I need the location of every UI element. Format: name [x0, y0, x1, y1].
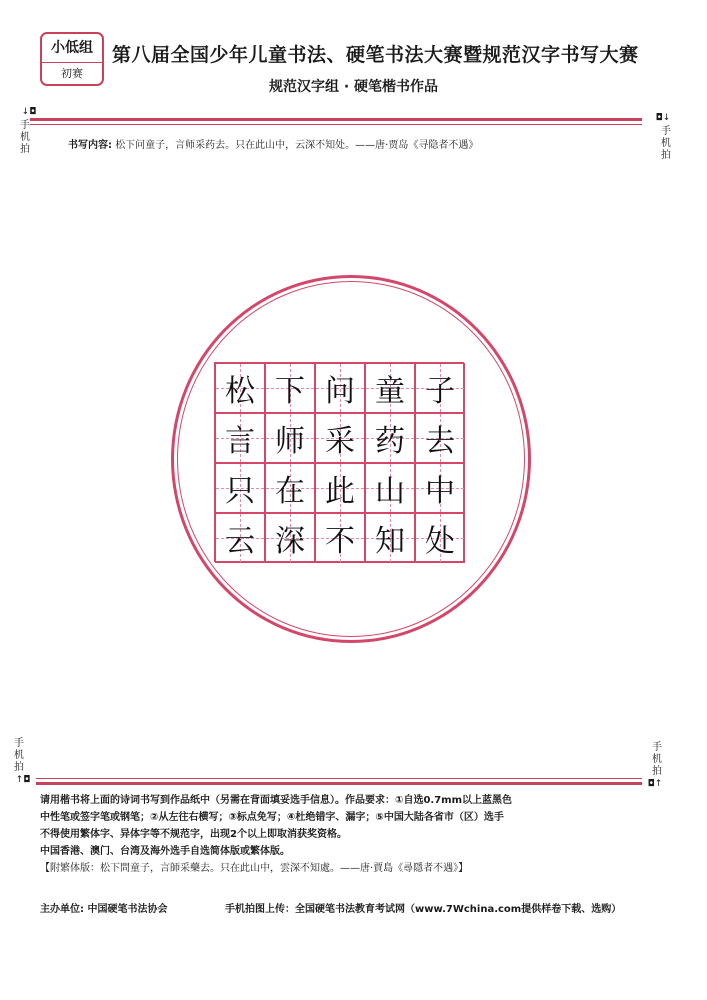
- upload-info: 手机拍图上传：全国硬笔书法教育考试网（www.7Wchina.com提供样卷下载、选购）: [225, 904, 622, 915]
- grid-cell: [265, 513, 315, 563]
- camera-icon: ◘↑: [647, 779, 663, 789]
- grid-char: 药: [375, 424, 405, 459]
- grid-char: 松: [225, 374, 255, 409]
- instruction-line: 请用楷书将上面的诗词书写到作品纸中（另需在背面填妥选手信息）。作品要求：①自选0.7mm以上蓝黑色: [40, 795, 513, 806]
- grid-char: 知: [375, 524, 405, 559]
- grid-cell: [215, 513, 265, 563]
- grid-char: 采: [325, 424, 355, 459]
- grid-cell: [265, 413, 315, 463]
- camera-icon: ↓◘: [21, 107, 37, 117]
- grid-char: 在: [275, 474, 305, 509]
- grid-cell: [215, 463, 265, 513]
- instruction-line: 不得使用繁体字、异体字等不规范字，出现2个以上即取消获奖资格。: [40, 829, 347, 840]
- camera-icon: ◘↓: [655, 113, 671, 123]
- grid-char: 此: [325, 474, 355, 509]
- grid-char: 云: [225, 524, 255, 559]
- grid-cell: [365, 413, 415, 463]
- side-label-top-left: 手机拍: [20, 120, 30, 155]
- grid-cell: [265, 363, 315, 413]
- grid-cell: [365, 513, 415, 563]
- grid-cell: [415, 413, 465, 463]
- grid-cell: [415, 363, 465, 413]
- organizer: 主办单位: 中国硬笔书法协会: [40, 904, 168, 915]
- content-text: 松下问童子，言师采药去。只在此山中，云深不知处。——唐·贾岛《寻隐者不遇》: [115, 140, 479, 151]
- grid-cell: [215, 363, 265, 413]
- top-rule-thin: [30, 124, 642, 125]
- grid-char: 处: [425, 524, 455, 559]
- grid-char: 不: [325, 524, 355, 559]
- page-title: 第八届全国少年儿童书法、硬笔书法大赛暨规范汉字书写大赛: [112, 44, 639, 66]
- grid-char: 下: [275, 374, 305, 409]
- bottom-rule-thick: [36, 782, 642, 785]
- grid-char: 子: [425, 374, 455, 409]
- grid-cell: [415, 463, 465, 513]
- page-subtitle: 规范汉字组 · 硬笔楷书作品: [268, 79, 439, 95]
- side-label-bottom-left: 手机拍: [14, 738, 24, 773]
- grid-char: 深: [275, 524, 305, 559]
- instruction-line: 中性笔或签字笔或钢笔；②从左往右横写；③标点免写；④杜绝错字、漏字；⑤中国大陆各省市（区）选手: [40, 812, 504, 823]
- grid-cell: [265, 463, 315, 513]
- grid-char: 问: [325, 374, 355, 409]
- grid-cell: [415, 513, 465, 563]
- top-rule-thick: [30, 118, 642, 121]
- grid-char: 中: [425, 474, 455, 509]
- grid-cell: [365, 463, 415, 513]
- grid-cell: [315, 413, 365, 463]
- grid-cell: [365, 363, 415, 413]
- grid-char: 师: [275, 424, 305, 459]
- group-label: 小低组: [42, 34, 102, 63]
- side-label-bottom-right: 手机拍: [652, 742, 662, 777]
- grid-char: 只: [225, 474, 255, 509]
- grid-cell: [315, 463, 365, 513]
- bottom-rule-thin: [36, 778, 642, 779]
- grid-cell: [315, 363, 365, 413]
- grid-char: 童: [375, 374, 405, 409]
- side-label-top-right: 手机拍: [661, 126, 671, 161]
- grid-cell: [215, 413, 265, 463]
- traditional-version: 【附繁体版：松下問童子，言師采藥去。只在此山中，雲深不知處。——唐·賈島《尋隱者不遇》】: [40, 863, 469, 874]
- grid-cell: [315, 513, 365, 563]
- writing-content: [68, 136, 478, 151]
- grid-char: 言: [225, 424, 255, 459]
- grid-char: 去: [425, 424, 455, 459]
- instructions: [40, 792, 660, 877]
- content-label: 书写内容:: [68, 140, 112, 151]
- instruction-line: 中国香港、澳门、台湾及海外选手自选简体版或繁体版。: [40, 846, 290, 857]
- writing-grid: [214, 362, 464, 562]
- camera-icon: ↑◘: [15, 775, 31, 785]
- grid-char: 山: [375, 474, 405, 509]
- stage-label: 初赛: [61, 67, 83, 80]
